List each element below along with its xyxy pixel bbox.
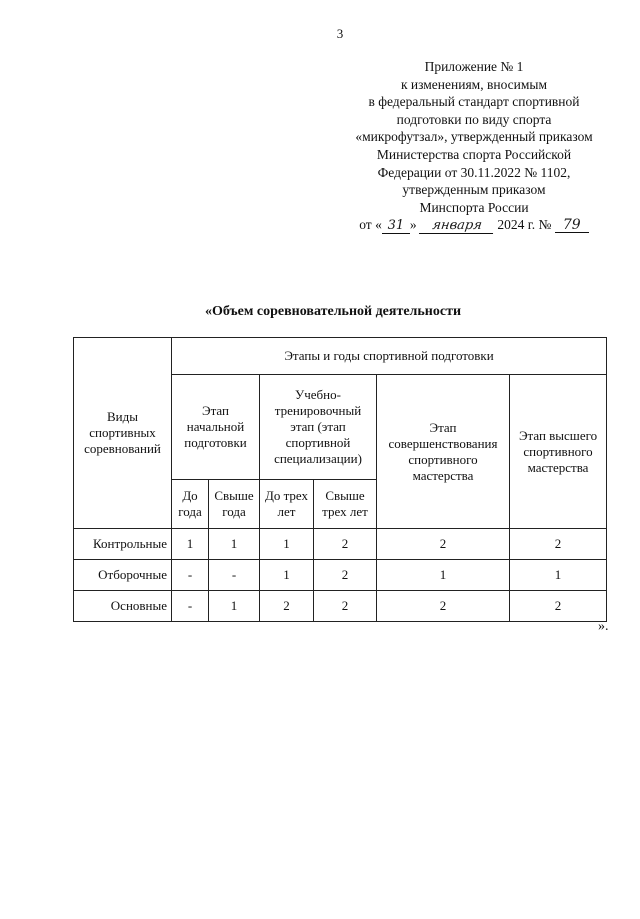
table-cell: 1 (172, 529, 209, 560)
handwritten-order-number: 79 (555, 218, 589, 233)
year-header: Свыше года (209, 480, 260, 529)
table-cell: - (172, 591, 209, 622)
appendix-heading (336, 58, 612, 234)
table-cell: 1 (260, 529, 314, 560)
table-cell: 2 (314, 591, 377, 622)
date-prefix: от « (359, 217, 382, 233)
stage-header: Этап начальной подготовки (172, 375, 260, 480)
competition-kind: Контрольные (74, 529, 172, 560)
page-number: 3 (336, 26, 344, 41)
table-cell: - (172, 560, 209, 591)
year-header: До трех лет (260, 480, 314, 529)
table-row (74, 560, 607, 591)
table-cell: 2 (377, 529, 510, 560)
table-cell: 2 (260, 591, 314, 622)
stage-header: Этап совершенствования спортивного мастерства (377, 375, 510, 529)
table-cell: 1 (260, 560, 314, 591)
group-header: Этапы и годы спортивной подготовки (172, 338, 607, 375)
stage-header: Учебно-тренировочный этап (этап спортивной специализации) (260, 375, 377, 480)
document-title: «Объем соревновательной деятельности (204, 304, 462, 319)
table-cell: 2 (314, 560, 377, 591)
competition-volume-table (73, 337, 607, 622)
stage-header: Этап высшего спортивного мастерства (510, 375, 607, 529)
date-year-text: 2024 г. № (497, 217, 552, 233)
closing-quote-mark: ». (598, 619, 609, 634)
competition-kind: Отборочные (74, 560, 172, 591)
table-cell: 2 (377, 591, 510, 622)
order-date-line (336, 216, 612, 234)
appendix-line: подготовки по виду спорта (396, 111, 552, 127)
table-cell: 2 (510, 591, 607, 622)
appendix-line: к изменениям, вносимым (400, 76, 548, 92)
table-header-row (74, 338, 607, 375)
date-close-quote: » (409, 217, 417, 233)
table-cell: 1 (377, 560, 510, 591)
table-cell: 1 (510, 560, 607, 591)
table-cell: 1 (209, 529, 260, 560)
appendix-line: Приложение № 1 (424, 59, 524, 74)
table-cell: 2 (314, 529, 377, 560)
appendix-line: «микрофутзал», утвержденный приказом (355, 129, 593, 145)
appendix-line: Федерации от 30.11.2022 № 1102, (377, 164, 571, 180)
handwritten-day: 31 (382, 219, 410, 234)
table-cell: 1 (209, 591, 260, 622)
corner-header: Виды спортивных соревнований (74, 338, 172, 529)
table-cell: 2 (510, 529, 607, 560)
appendix-line: Министерства спорта Российской (376, 146, 572, 162)
handwritten-month: января (419, 219, 495, 234)
year-header: До года (172, 480, 209, 529)
competition-kind: Основные (74, 591, 172, 622)
table-row (74, 591, 607, 622)
appendix-line: утвержденным приказом (402, 182, 546, 198)
year-header: Свыше трех лет (314, 480, 377, 529)
appendix-line: в федеральный стандарт спортивной (368, 94, 580, 110)
appendix-line: Минспорта России (419, 199, 529, 215)
table-cell: - (209, 560, 260, 591)
table-row (74, 529, 607, 560)
